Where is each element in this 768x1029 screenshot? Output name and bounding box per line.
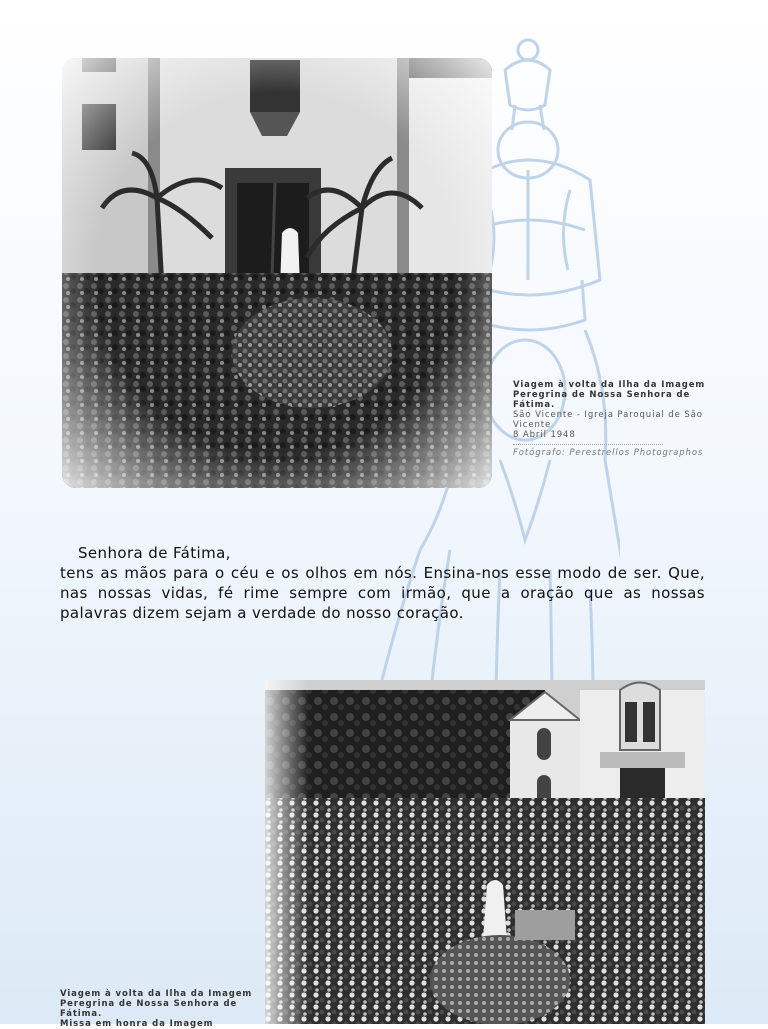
photo1-caption-title: Viagem à volta da Ilha da Imagem Peregrina de Nossa Senhora de Fátima. — [513, 380, 706, 410]
prayer-first-line: Senhora de Fátima, — [78, 544, 231, 562]
photo1-caption-place: São Vicente - Igreja Paroquial de São Vicente — [513, 410, 703, 430]
photo2-caption-title: Viagem à volta da Ilha da Imagem Peregrina de Nossa Senhora de Fátima. — [60, 989, 253, 1019]
photo1-caption-date: 8 Abril 1948 — [513, 430, 576, 440]
photo2-caption — [60, 989, 260, 1029]
photo1-caption-photographer: Fotógrafo: Perestrellos Photographos — [513, 448, 704, 458]
photo-procession-sao-vicente — [62, 58, 492, 488]
caption-divider — [513, 444, 663, 445]
photo-mass-in-square — [265, 680, 705, 1024]
prayer-rest: tens as mãos para o céu e os olhos em nós. Ensina-nos esse modo de ser. Que, nas nossas vidas, fé rime sempre com irmão, que a oração que as nossas palavras dizem sejam a verdade do nosso coração. — [60, 564, 705, 622]
prayer-text — [60, 543, 705, 623]
photo2-caption-more: Missa em honra da Imagem — [60, 1019, 214, 1029]
photo1-caption — [513, 380, 713, 458]
